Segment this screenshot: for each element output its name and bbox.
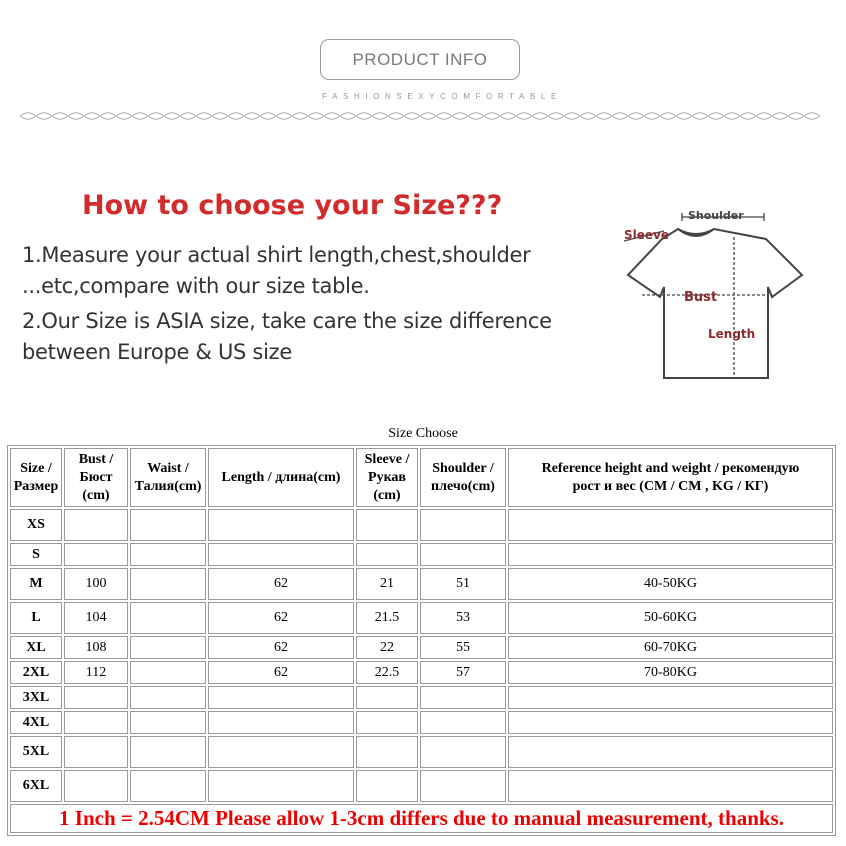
- table-header-row: [10, 448, 833, 507]
- column-header: [356, 448, 418, 507]
- table-caption: Size Choose: [388, 426, 458, 441]
- table-cell: [356, 509, 418, 541]
- wave-divider: [20, 107, 820, 125]
- table-cell: [508, 509, 833, 541]
- guide-line-2b: between Europe & US size: [22, 340, 292, 364]
- size-cell: 5XL: [10, 736, 62, 768]
- table-cell: 62: [208, 636, 354, 659]
- table-cell: 108: [64, 636, 128, 659]
- guide-line-1b: ...etc,compare with our size table.: [22, 274, 370, 298]
- column-header-line: (cm): [82, 487, 110, 503]
- table-cell: [64, 770, 128, 802]
- size-cell: M: [10, 568, 62, 600]
- table-cell: [508, 770, 833, 802]
- table-cell: [356, 686, 418, 709]
- column-header-line: Shoulder /: [432, 460, 494, 476]
- sleeve-label: Sleeve: [624, 228, 669, 242]
- table-row: [10, 543, 833, 566]
- size-cell: XS: [10, 509, 62, 541]
- table-cell: [130, 568, 206, 600]
- column-header-line: Рукав: [368, 469, 406, 485]
- size-cell: S: [10, 543, 62, 566]
- table-row: [10, 636, 833, 659]
- table-cell: [208, 736, 354, 768]
- table-cell: [64, 509, 128, 541]
- column-header-line: плечо(cm): [431, 478, 495, 494]
- table-cell: [130, 509, 206, 541]
- tagline: FASHIONSEXYCOMFORTABLE: [322, 92, 562, 101]
- table-cell: 100: [64, 568, 128, 600]
- table-row: [10, 509, 833, 541]
- column-header-line: Bust /: [78, 451, 114, 467]
- table-cell: 112: [64, 661, 128, 684]
- table-cell: [208, 686, 354, 709]
- bust-label: Bust: [684, 290, 718, 305]
- column-header-line: Reference height and weight / рекомендую: [541, 460, 800, 476]
- table-cell: [130, 770, 206, 802]
- table-cell: [130, 686, 206, 709]
- table-cell: [130, 602, 206, 634]
- table-cell: [130, 636, 206, 659]
- column-header-line: Length / длина(cm): [221, 469, 341, 485]
- table-cell: [508, 736, 833, 768]
- table-cell: [420, 711, 506, 734]
- product-info-button[interactable]: PRODUCT INFO: [320, 39, 520, 80]
- table-cell: 22: [356, 636, 418, 659]
- table-cell: [208, 509, 354, 541]
- table-cell: 104: [64, 602, 128, 634]
- size-cell: 6XL: [10, 770, 62, 802]
- table-cell: [508, 543, 833, 566]
- table-cell: [420, 736, 506, 768]
- column-header-line: Бюст: [79, 469, 113, 485]
- table-cell: [64, 711, 128, 734]
- column-header-line: Талия(cm): [134, 478, 202, 494]
- table-cell: [208, 770, 354, 802]
- table-cell: [64, 736, 128, 768]
- table-cell: 21: [356, 568, 418, 600]
- column-header: [508, 448, 833, 507]
- table-cell: 53: [420, 602, 506, 634]
- column-header: [10, 448, 62, 507]
- table-cell: [64, 543, 128, 566]
- shoulder-label: Shoulder: [688, 209, 744, 222]
- column-header-line: Sleeve /: [364, 451, 410, 467]
- table-cell: [356, 543, 418, 566]
- table-cell: 55: [420, 636, 506, 659]
- size-cell: XL: [10, 636, 62, 659]
- column-header: [420, 448, 506, 507]
- column-header-line: Размер: [13, 478, 59, 494]
- table-cell: [356, 736, 418, 768]
- table-cell: [64, 686, 128, 709]
- table-cell: [130, 661, 206, 684]
- table-cell: 60-70KG: [508, 636, 833, 659]
- table-row: [10, 661, 833, 684]
- guide-line-2a: 2.Our Size is ASIA size, take care the size difference: [22, 309, 552, 333]
- table-cell: 62: [208, 602, 354, 634]
- table-cell: [130, 543, 206, 566]
- table-cell: [420, 509, 506, 541]
- table-cell: 70-80KG: [508, 661, 833, 684]
- table-cell: 62: [208, 568, 354, 600]
- table-cell: 22.5: [356, 661, 418, 684]
- table-row: [10, 711, 833, 734]
- column-header: [130, 448, 206, 507]
- table-cell: [420, 770, 506, 802]
- column-header-line: рост и вес (CM / CM , KG / КГ): [572, 478, 769, 494]
- size-cell: 4XL: [10, 711, 62, 734]
- table-row: [10, 602, 833, 634]
- table-cell: [130, 711, 206, 734]
- table-cell: [508, 686, 833, 709]
- size-table: [7, 445, 836, 836]
- table-cell: 62: [208, 661, 354, 684]
- guide-line-1a: 1.Measure your actual shirt length,chest,shoulder: [22, 243, 531, 267]
- table-cell: [420, 543, 506, 566]
- table-cell: 57: [420, 661, 506, 684]
- column-header: [64, 448, 128, 507]
- column-header-line: Waist /: [147, 460, 189, 476]
- table-cell: 21.5: [356, 602, 418, 634]
- table-row: [10, 568, 833, 600]
- table-cell: [208, 711, 354, 734]
- table-cell: 40-50KG: [508, 568, 833, 600]
- table-cell: 51: [420, 568, 506, 600]
- table-cell: [356, 711, 418, 734]
- tshirt-diagram: [616, 203, 816, 383]
- table-cell: [208, 543, 354, 566]
- table-row: [10, 770, 833, 802]
- size-guide-title: How to choose your Size???: [82, 190, 503, 221]
- column-header-line: Size /: [20, 460, 52, 476]
- table-cell: 50-60KG: [508, 602, 833, 634]
- size-cell: 3XL: [10, 686, 62, 709]
- table-cell: [356, 770, 418, 802]
- table-cell: [420, 686, 506, 709]
- size-cell: 2XL: [10, 661, 62, 684]
- measurement-note: 1 Inch = 2.54CM Please allow 1-3cm differs due to manual measurement, thanks.: [10, 804, 833, 833]
- size-cell: L: [10, 602, 62, 634]
- table-row: [10, 736, 833, 768]
- table-row: [10, 686, 833, 709]
- column-header-line: (cm): [373, 487, 401, 503]
- column-header: [208, 448, 354, 507]
- table-cell: [130, 736, 206, 768]
- table-cell: [508, 711, 833, 734]
- length-label: Length: [708, 327, 756, 341]
